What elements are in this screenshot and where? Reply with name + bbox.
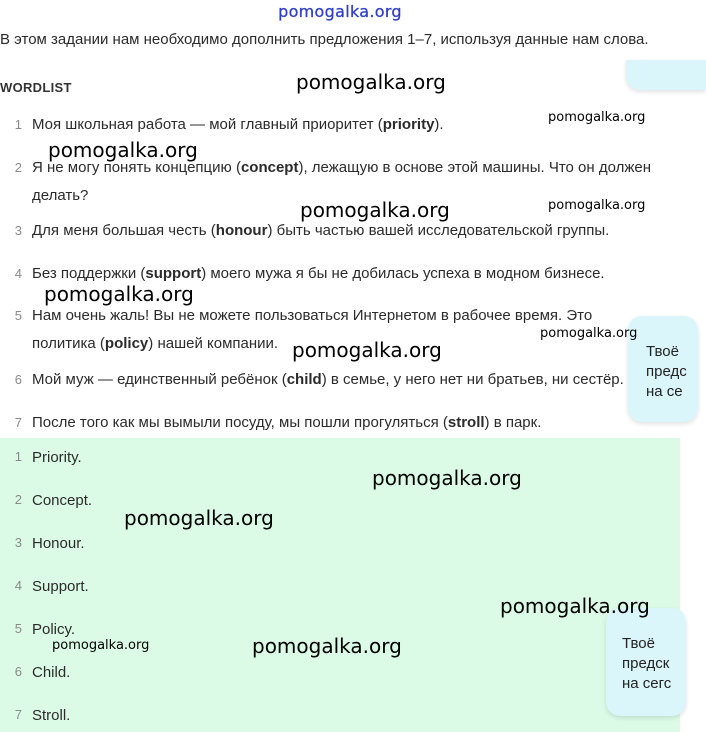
- question-number: 5: [14, 308, 22, 323]
- watermark: pomogalka.org: [300, 198, 450, 222]
- site-logo[interactable]: pomogalka.org: [278, 2, 402, 21]
- question-text: Без поддержки (support) моего мужа я бы не добилась успеха в модном бизнесе.: [32, 265, 605, 282]
- answer-text: Stroll.: [32, 707, 71, 724]
- answers-section: [0, 438, 680, 732]
- answer-word: concept: [240, 159, 299, 176]
- question-text: Я не могу понять концепцию (concept), лежащую в основе этой машины. Что он должен делать?: [32, 159, 652, 204]
- wordlist-title: WORDLIST: [0, 80, 72, 95]
- answer-number: 3: [14, 535, 22, 550]
- popup-line: предск: [622, 655, 670, 672]
- answer-number: 5: [14, 621, 22, 636]
- watermark: pomogalka.org: [548, 198, 646, 213]
- popup-line: на се: [646, 383, 683, 400]
- answer-text: Honour.: [32, 535, 85, 552]
- answer-word: policy: [104, 335, 149, 352]
- question-number: 2: [14, 160, 22, 175]
- watermark: pomogalka.org: [548, 110, 646, 125]
- question-text: Нам очень жаль! Вы не можете пользоваться Интернетом в рабочее время. Это политика (policy) нашей компании.: [32, 307, 593, 352]
- watermark: pomogalka.org: [48, 138, 198, 162]
- popup-line: на сегс: [622, 675, 672, 692]
- question-text: После того как мы вымыли посуду, мы пошли прогуляться (stroll) в парк.: [32, 414, 542, 431]
- question-number: 6: [14, 372, 22, 387]
- watermark: pomogalka.org: [296, 70, 446, 94]
- popup-line: Твоё: [622, 635, 655, 652]
- promo-popup-middle[interactable]: [628, 316, 698, 422]
- answer-word: stroll: [447, 414, 485, 431]
- answer-number: 4: [14, 578, 22, 593]
- answer-text: Priority.: [32, 449, 82, 466]
- answer-number: 2: [14, 492, 22, 507]
- answer-number: 6: [14, 664, 22, 679]
- watermark: pomogalka.org: [252, 634, 402, 658]
- answer-word: priority: [382, 116, 435, 133]
- answer-text: Policy.: [32, 621, 76, 638]
- answer-text: Concept.: [32, 492, 93, 509]
- question-text: Для меня большая честь (honour) быть частью вашей исследовательской группы.: [32, 222, 610, 239]
- question-text: Моя школьная работа — мой главный приоритет (priority).: [32, 116, 444, 133]
- watermark: pomogalka.org: [52, 638, 150, 653]
- answer-word: support: [145, 265, 202, 282]
- answer-word: child: [286, 371, 322, 388]
- popup-line: предс: [646, 363, 687, 380]
- watermark: pomogalka.org: [124, 506, 274, 530]
- promo-popup-bottom[interactable]: [606, 608, 686, 716]
- question-number: 3: [14, 223, 22, 238]
- task-intro: В этом задании нам необходимо дополнить предложения 1–7, используя данные нам слова.: [0, 31, 649, 48]
- promo-popup-top[interactable]: [626, 60, 706, 90]
- watermark: pomogalka.org: [372, 466, 522, 490]
- question-text: Мой муж — единственный ребёнок (child) в семье, у него нет ни братьев, ни сестёр.: [32, 371, 624, 388]
- watermark: pomogalka.org: [540, 326, 638, 341]
- question-number: 7: [14, 415, 22, 430]
- answer-word: honour: [215, 222, 268, 239]
- question-number: 4: [14, 266, 22, 281]
- watermark: pomogalka.org: [292, 338, 442, 362]
- answer-number: 7: [14, 707, 22, 722]
- answer-number: 1: [14, 449, 22, 464]
- answer-text: Support.: [32, 578, 89, 595]
- watermark: pomogalka.org: [44, 282, 194, 306]
- popup-line: Твоё: [646, 343, 679, 360]
- watermark: pomogalka.org: [500, 594, 650, 618]
- question-number: 1: [14, 117, 22, 132]
- answer-text: Child.: [32, 664, 71, 681]
